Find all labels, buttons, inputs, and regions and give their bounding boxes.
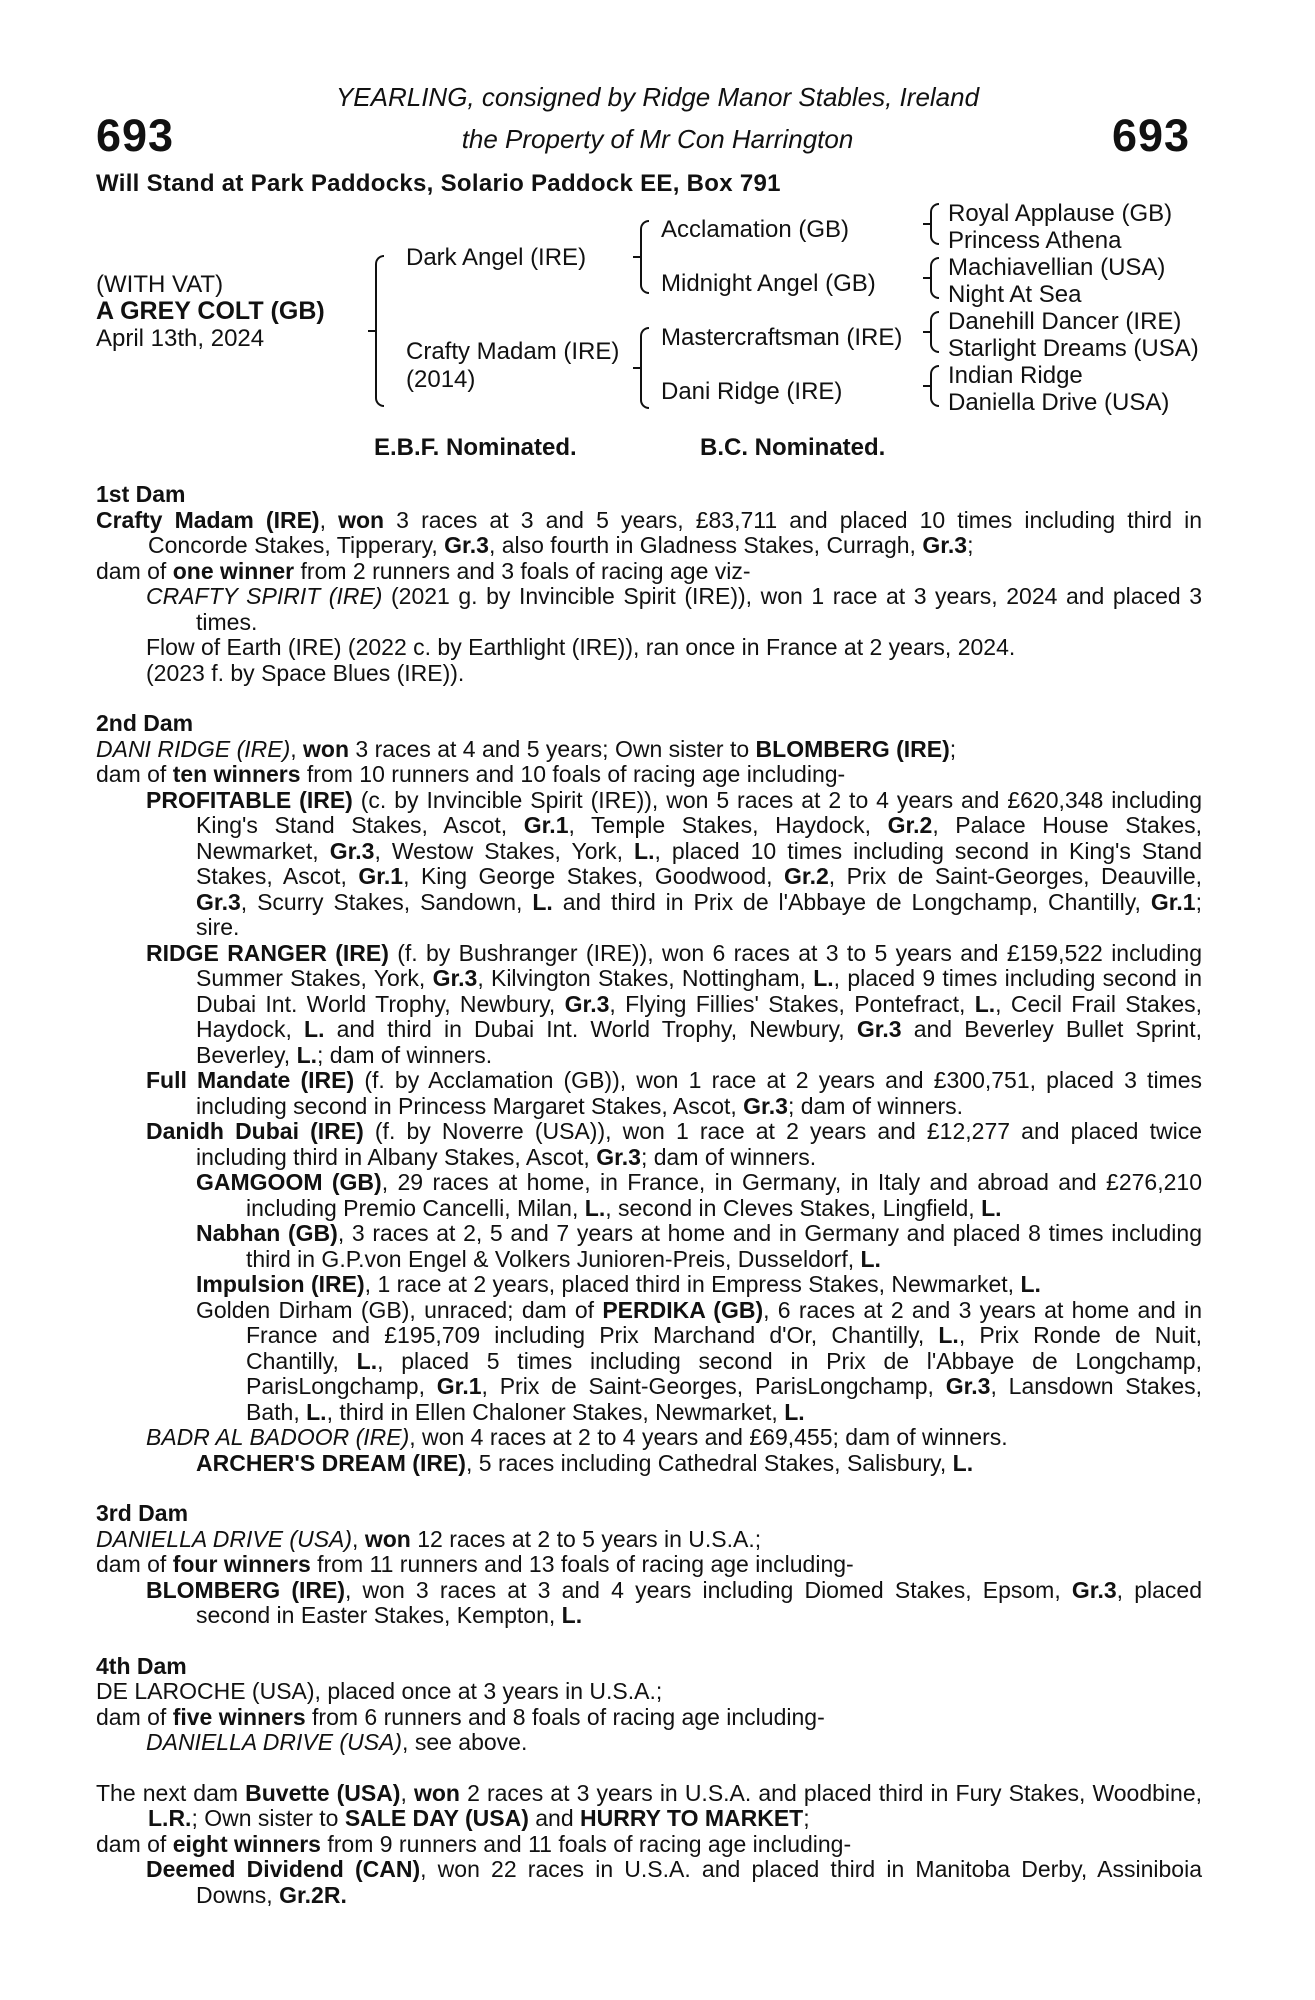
next-dam-paragraph: The next dam Buvette (USA), won 2 races at 3 years in U.S.A. and placed third in Fury Stakes, Woodbine, L.R.; Own sister to SALE DAY (USA) and HURRY TO MARKET; — [96, 1779, 1202, 1831]
section-heading: 4th Dam — [96, 1652, 187, 1679]
section-heading: 2nd Dam — [96, 710, 194, 736]
sire: Dark Angel (IRE) — [406, 244, 587, 271]
produce-entry: Deemed Dividend (CAN), won 22 races in U.S.A. and placed third in Manitoba Derby, Assiniboia Downs, Gr.2R. — [146, 1856, 1202, 1908]
brace-g1 — [930, 203, 939, 245]
dam-produce-summary: dam of four winners from 11 runners and 13 foals of racing age including- — [96, 1551, 854, 1577]
lot-number-left: 693 — [96, 110, 175, 161]
granddam-1: Princess Athena — [948, 227, 1122, 254]
horse-name: A GREY COLT (GB) — [96, 297, 325, 325]
lot-number-right: 693 — [1112, 110, 1191, 161]
granddam-3: Starlight Dreams (USA) — [948, 335, 1199, 362]
produce-entry: BADR AL BADOOR (IRE), won 4 races at 2 to 4 years and £69,455; dam of winners. — [146, 1424, 1008, 1450]
produce-entry: RIDGE RANGER (IRE) (f. by Bushranger (IRE)), won 6 races at 3 to 5 years and £159,522 including Summer Stakes, York, Gr.3, Kilvington Stakes, Nottingham, L., placed 9 times including second in Dubai Int. World Trophy, Newbury, Gr.3, Flying Fillies' Stakes, Pontefract, L., Cecil Frail Stakes, Haydock, L. and third in Dubai Int. World Trophy, Newbury, Gr.3 and Beverley Bullet Sprint, Beverley, L.; dam of winners. — [146, 939, 1203, 1068]
brace-dam — [640, 327, 649, 409]
grandsire-2: Machiavellian (USA) — [948, 254, 1166, 281]
produce-entry: CRAFTY SPIRIT (IRE) (2021 g. by Invincible Spirit (IRE)), won 1 race at 3 years, 2024 and placed 3 times. — [146, 583, 1202, 635]
property-line: the Property of Mr Con Harrington — [461, 124, 854, 154]
grand-produce-entry: ARCHER'S DREAM (IRE), 5 races including Cathedral Stakes, Salisbury, L. — [196, 1449, 974, 1476]
ebf-nominated: E.B.F. Nominated. — [374, 434, 577, 461]
section-heading: 1st Dam — [96, 481, 186, 507]
horse-dob: April 13th, 2024 — [96, 325, 265, 352]
granddam-4: Daniella Drive (USA) — [948, 389, 1170, 416]
sire-dam: Midnight Angel (GB) — [661, 270, 876, 297]
dam-paragraph: DE LAROCHE (USA), placed once at 3 years in U.S.A.; — [96, 1678, 663, 1704]
grand-produce-entry: Nabhan (GB), 3 races at 2, 5 and 7 years at home and in Germany and placed 8 times including third in G.P.von Engel & Volkers Junioren-Preis, Dusseldorf, L. — [196, 1220, 1202, 1272]
sire-sire: Acclamation (GB) — [661, 216, 850, 243]
dam-dam: Dani Ridge (IRE) — [661, 378, 843, 405]
dam: Crafty Madam (IRE) — [406, 338, 620, 365]
brace-horse — [375, 255, 384, 407]
produce-entry: Full Mandate (IRE) (f. by Acclamation (GB)), won 1 race at 2 years and £300,751, placed 3 times including second in Princess Margaret Stakes, Ascot, Gr.3; dam of winners. — [146, 1067, 1202, 1119]
grandsire-4: Indian Ridge — [948, 362, 1083, 389]
grandsire-1: Royal Applause (GB) — [948, 200, 1173, 227]
dam-paragraph: DANI RIDGE (IRE), won 3 races at 4 and 5 years; Own sister to BLOMBERG (IRE); — [96, 735, 957, 762]
dam-produce-summary: dam of eight winners from 9 runners and 11 foals of racing age including- — [96, 1830, 852, 1857]
dam-paragraph: DANIELLA DRIVE (USA), won 12 races at 2 to 5 years in U.S.A.; — [96, 1525, 762, 1552]
brace-g4 — [930, 365, 939, 407]
section-heading: 3rd Dam — [96, 1500, 189, 1526]
produce-entry: Flow of Earth (IRE) (2022 c. by Earthlight (IRE)), ran once in France at 2 years, 2024. — [146, 634, 1016, 660]
brace-g2 — [930, 257, 939, 299]
produce-entry: Danidh Dubai (IRE) (f. by Noverre (USA)), won 1 race at 2 years and £12,277 and placed twice including third in Albany Stakes, Ascot, Gr.3; dam of winners. — [146, 1118, 1202, 1170]
bc-nominated: B.C. Nominated. — [700, 434, 886, 461]
brace-g3 — [930, 311, 939, 353]
dam-produce-summary: dam of five winners from 6 runners and 8 foals of racing age including- — [96, 1703, 825, 1730]
grandsire-3: Danehill Dancer (IRE) — [948, 308, 1182, 335]
dam-year: (2014) — [406, 366, 476, 393]
grand-produce-entry: GAMGOOM (GB), 29 races at home, in France, in Germany, in Italy and abroad and £276,210 including Premio Cancelli, Milan, L., second in Cleves Stakes, Lingfield, L. — [196, 1169, 1202, 1221]
granddam-2: Night At Sea — [948, 281, 1082, 308]
produce-entry: PROFITABLE (IRE) (c. by Invincible Spirit (IRE)), won 5 races at 2 to 4 years and £620,348 including King's Stand Stakes, Ascot, Gr.1, Temple Stakes, Haydock, Gr.2, Palace House Stakes, Newmarket, Gr.3, Westow Stakes, York, L., placed 10 times including second in King's Stand Stakes, Ascot, Gr.1, King George Stakes, Goodwood, Gr.2, Prix de Saint-Georges, Deauville, Gr.3, Scurry Stakes, Sandown, L. and third in Prix de l'Abbaye de Longchamp, Chantilly, Gr.1; sire. — [146, 786, 1202, 940]
stand-location: Will Stand at Park Paddocks, Solario Paddock EE, Box 791 — [96, 170, 781, 197]
produce-record — [96, 482, 1202, 1908]
brace-sire — [640, 220, 649, 294]
produce-entry: DANIELLA DRIVE (USA), see above. — [146, 1729, 528, 1755]
consignor-line: YEARLING, consigned by Ridge Manor Stables, Ireland — [335, 82, 980, 112]
produce-entry: BLOMBERG (IRE), won 3 races at 3 and 4 years including Diomed Stakes, Epsom, Gr.3, placed second in Easter Stakes, Kempton, L. — [146, 1576, 1202, 1628]
grand-produce-entry: Impulsion (IRE), 1 race at 2 years, placed third in Empress Stakes, Newmarket, L. — [196, 1271, 1041, 1297]
produce-entry: (2023 f. by Space Blues (IRE)). — [146, 659, 465, 686]
dam-paragraph: Crafty Madam (IRE), won 3 races at 3 and 5 years, £83,711 and placed 10 times including third in Concorde Stakes, Tipperary, Gr.3, also fourth in Gladness Stakes, Curragh, Gr.3; — [96, 506, 1202, 558]
vat-note: (WITH VAT) — [96, 271, 224, 298]
dam-produce-summary: dam of ten winners from 10 runners and 10 foals of racing age including- — [96, 761, 846, 787]
grand-produce-entry: Golden Dirham (GB), unraced; dam of PERDIKA (GB), 6 races at 2 and 3 years at home and in France and £195,709 including Prix Marchand d'Or, Chantilly, L., Prix Ronde de Nuit, Chantilly, L., placed 5 times including second in Prix de l'Abbaye de Longchamp, ParisLongchamp, Gr.1, Prix de Saint-Georges, ParisLongchamp, Gr.3, Lansdown Stakes, Bath, L., third in Ellen Chaloner Stakes, Newmarket, L. — [196, 1296, 1202, 1425]
dam-sire: Mastercraftsman (IRE) — [661, 324, 903, 351]
dam-produce-summary: dam of one winner from 2 runners and 3 foals of racing age viz- — [96, 557, 751, 584]
